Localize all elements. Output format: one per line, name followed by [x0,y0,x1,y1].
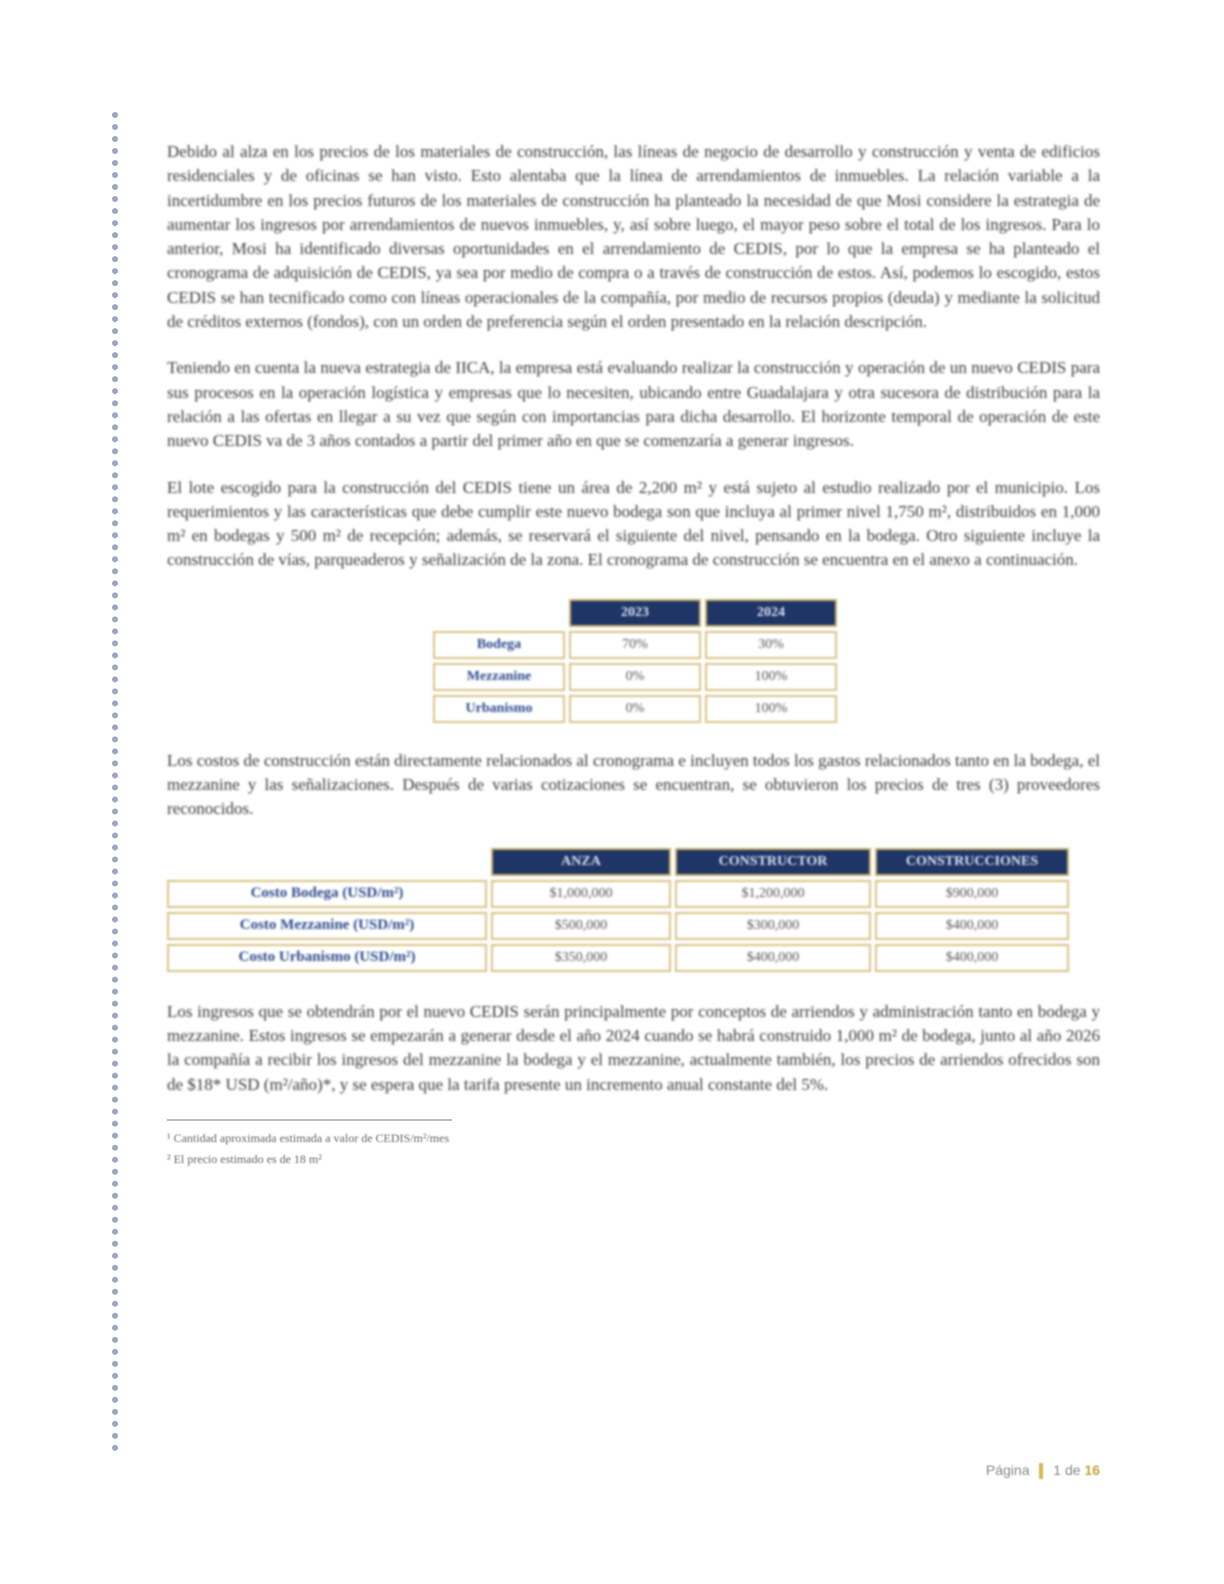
table-row [167,912,1069,940]
footnote-divider [167,1119,452,1121]
table-cell: $900,000 [875,880,1069,908]
paragraph-4: Los costos de construcción están directamente relacionados al cronograma e incluyen todos los gastos relacionados tanto en la bodega, el mezzanine y las señalizaciones. Después de varias cotizaciones se encuentran, se obtuvieron los precios de tres (3) proveedores reconocidos. [167,750,1100,819]
table-cell: 100% [705,695,837,723]
page-label: Página [985,1462,1030,1478]
table-header-cell: ANZA [491,848,671,876]
table-row [167,880,1069,908]
schedule-table-wrapper [429,595,1100,727]
table-cell: 100% [705,663,837,691]
row-label: Costo Urbanismo (USD/m²) [167,944,487,972]
table-cell: 70% [569,631,701,659]
table-header-row [433,599,837,627]
table-cell: 0% [569,695,701,723]
table-corner [167,848,487,876]
table-cell: $400,000 [875,944,1069,972]
table-corner [433,599,565,627]
paragraph-5: Los ingresos que se obtendrán por el nuevo CEDIS serán principalmente por conceptos de arriendos y administración tanto en bodega y mezzanine. Estos ingresos se empezarán a generar desde el año 2024 cuando se habrá construido 1,000 m² de bodega, junto al año 2026 la compañía a recibir los ingresos del mezzanine la bodega y el mezzanine, actualmente también, los precios de arriendos ofrecidos son de $18* USD (m²/año)*, y se espera que la tarifa presente un incremento anual constante del 5%. [167,1001,1100,1094]
table-row [433,631,837,659]
table-header-cell: 2023 [569,599,701,627]
footnote-2: ² El precio estimado es de 18 m² [167,1151,322,1166]
paragraph-3: El lote escogido para la construcción del CEDIS tiene un área de 2,200 m² y está sujeto al estudio realizado por el municipio. Los requerimientos y las características que debe cumplir este nuevo bodega son que incluya al primer nivel 1,750 m², distribuidos en 1,000 m² en bodegas y 500 m² de recepción; además, se reservará el siguiente del nivel, pensando en la bodega. Otro siguiente incluye la construcción de vías, parqueaderos y señalización de la zona. El cronograma de construcción se encuentra en el anexo a continuación. [167,477,1100,570]
cost-table-wrapper [167,844,1100,976]
table-cell: $1,000,000 [491,880,671,908]
row-label: Costo Bodega (USD/m²) [167,880,487,908]
table-cell: $400,000 [875,912,1069,940]
table-row [167,944,1069,972]
row-label: Bodega [433,631,565,659]
table-cell: 30% [705,631,837,659]
schedule-table [429,595,841,727]
table-cell: $350,000 [491,944,671,972]
page-current: 1 [1053,1462,1062,1478]
table-header-cell: 2024 [705,599,837,627]
page-number [986,1462,1100,1479]
page-content [167,140,1100,1173]
page-of: de [1064,1462,1081,1478]
table-cell: $1,200,000 [675,880,871,908]
paragraph-2: Teniendo en cuenta la nueva estrategia de IICA, la empresa está evaluando realizar la construcción y operación de un nuevo CEDIS para sus procesos en la operación logística y empresas que lo necesiten, ubicando entre Guadalajara y otra sucesora de distribución para la relación a las ofertas en llegar a su vez que según con importancias para dicha desarrollo. El horizonte temporal de operación de este nuevo CEDIS va de 3 años contados a partir del primer año en que se comenzaría a generar ingresos. [167,358,1100,451]
table-header-row [167,848,1069,876]
table-cell: $500,000 [491,912,671,940]
footnote-1: ¹ Cantidad aproximada estimada a valor de CEDIS/m²/mes [167,1130,450,1145]
table-header-cell: CONSTRUCCIONES [875,848,1069,876]
paragraph-1: Debido al alza en los precios de los materiales de construcción, las líneas de negocio de desarrollo y construcción y venta de edificios residenciales y de oficinas se han visto. Esto alentaba que la línea de arrendamientos de inmuebles. La relación variable a la incertidumbre en los precios futuros de los materiales de construcción ha planteado la necesidad de que Mosi considere la estrategia de aumentar los ingresos por arrendamientos de nuevos inmuebles, y, así sobre luego, el mayor peso sobre el total de los ingresos. Para lo anterior, Mosi ha identificado diversas oportunidades en el arrendamiento de CEDIS, por lo que la empresa se ha planteado el cronograma de adquisición de CEDIS, ya sea por medio de compra o a través de construcción de estos. Así, podemos lo escogido, estos CEDIS se han tecnificado como con líneas operacionales de la compañía, por medio de recursos propios (deuda) y mediante la solicitud de créditos externos (fondos), con un orden de preferencia según el orden presentado en la relación descripción. [167,142,1100,332]
table-header-cell: CONSTRUCTOR [675,848,871,876]
row-label: Urbanismo [433,695,565,723]
table-row [433,663,837,691]
row-label: Mezzanine [433,663,565,691]
table-cell: $400,000 [675,944,871,972]
table-cell: 0% [569,663,701,691]
table-cell: $300,000 [675,912,871,940]
row-label: Costo Mezzanine (USD/m²) [167,912,487,940]
left-dotted-rule [112,112,118,1452]
table-row [433,695,837,723]
cost-table [163,844,1073,976]
page-total: 16 [1084,1462,1100,1478]
page-separator-bar [1039,1463,1043,1479]
